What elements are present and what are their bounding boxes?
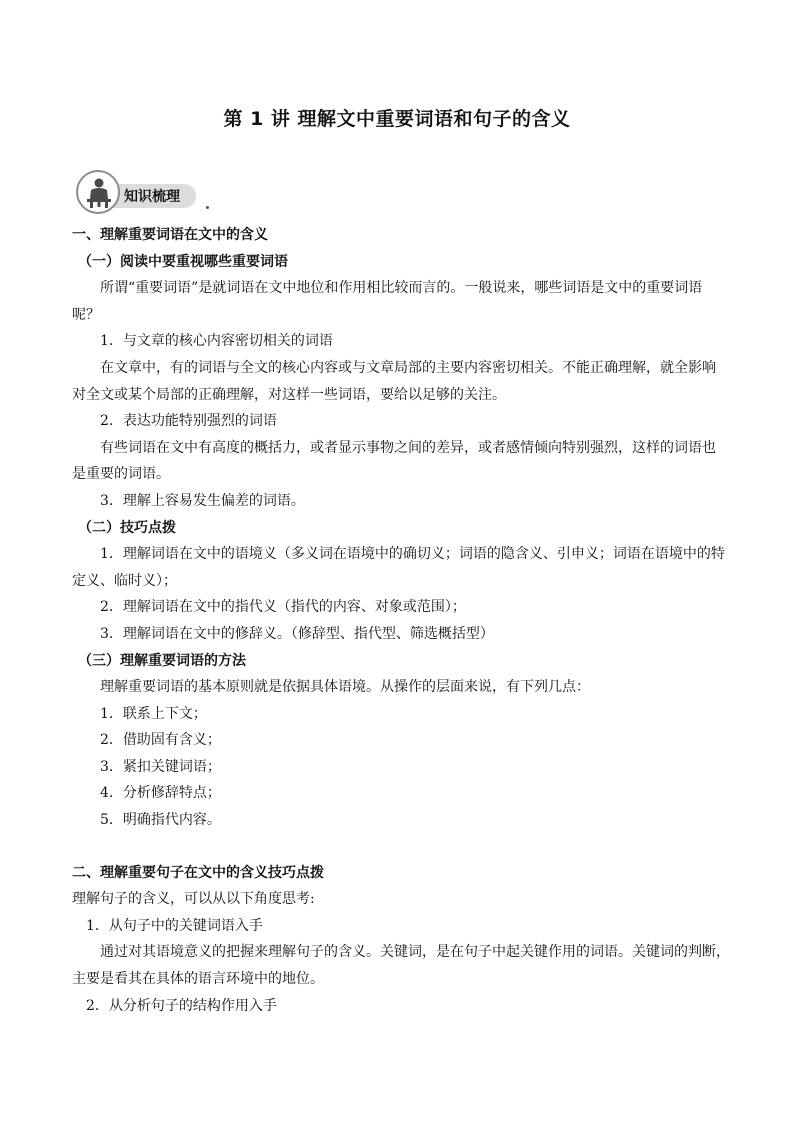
document-body	[72, 222, 732, 1019]
sub1-item1-line1: 在文章中，有的词语与全文的核心内容或与文章局部的主要内容密切相关。不能正确理解，就全影响	[100, 359, 716, 376]
sub1-heading: （一）阅读中要重视哪些重要词语	[78, 253, 288, 270]
section-gap	[72, 834, 732, 860]
sub1-intro-line2: 呢？	[72, 306, 100, 323]
sub1-intro-line1: 所谓“重要词语”是就词语在文中地位和作用相比较而言的。一般说来，哪些词语是文中的重要词语	[100, 280, 703, 297]
person-at-desk-icon	[84, 177, 114, 209]
list-item: 3．紧扣关键词语；	[100, 758, 221, 775]
sub1-item1-line2: 对全文或某个局部的正确理解，对这样一些词语，要给以足够的关注。	[72, 386, 506, 403]
sub2-p1-line2: 定义、临时义）；	[72, 572, 177, 589]
section2-item1-line2: 主要是看其在具体的语言环境中的地位。	[72, 971, 324, 988]
sub3-heading: （三）理解重要词语的方法	[78, 652, 246, 669]
badge-circle	[76, 170, 120, 214]
sub2-p1-line1: 1．理解词语在文中的语境义（多义词在语境中的确切义；词语的隐含义、引申义；词语在语境中的特	[100, 546, 725, 563]
section2-item2-title: 2．从分析句子的结构作用入手	[86, 997, 277, 1014]
section2-intro: 理解句子的含义，可以从以下角度思考:	[72, 891, 315, 908]
section-badge	[76, 170, 216, 216]
sub1-item1-title: 1．与文章的核心内容密切相关的词语	[100, 333, 333, 350]
list-item: 2．借助固有含义；	[100, 732, 221, 749]
section2-item1-title: 1．从句子中的关键词语入手	[86, 917, 263, 934]
badge-label: 知识梳理	[124, 189, 180, 205]
section2-item1-line1: 通过对其语境意义的把握来理解句子的含义。关键词，是在句子中起关键作用的词语。关键词的判断，	[100, 944, 730, 961]
page-title: 第 1 讲 理解文中重要词语和句子的含义	[223, 108, 571, 130]
sub1-item3-title: 3．理解上容易发生偏差的词语。	[100, 492, 305, 509]
sub1-item2-line1: 有些词语在文中有高度的概括力，或者显示事物之间的差异，或者感情倾向特别强烈，这样的词语也	[100, 439, 716, 456]
sub2-p2: 2．理解词语在文中的指代义（指代的内容、对象或范围）；	[100, 599, 466, 616]
sub2-p3: 3．理解词语在文中的修辞义。（修辞型、指代型、筛选概括型）	[100, 625, 494, 642]
section1-heading: 一、理解重要词语在文中的含义	[72, 227, 268, 243]
list-item: 5．明确指代内容。	[100, 812, 221, 829]
list-item: 4．分析修辞特点；	[100, 785, 221, 802]
list-item: 1．联系上下文；	[100, 705, 207, 722]
sub1-item2-title: 2．表达功能特别强烈的词语	[100, 413, 277, 430]
section2-heading: 二、理解重要句子在文中的含义技巧点拨	[72, 864, 324, 881]
sub1-item2-line2: 是重要的词语。	[72, 466, 170, 483]
sub2-heading: （二）技巧点拨	[78, 519, 176, 536]
badge-dot	[206, 206, 209, 209]
sub3-intro: 理解重要词语的基本原则就是依据具体语境。从操作的层面来说，有下列几点：	[100, 679, 590, 696]
